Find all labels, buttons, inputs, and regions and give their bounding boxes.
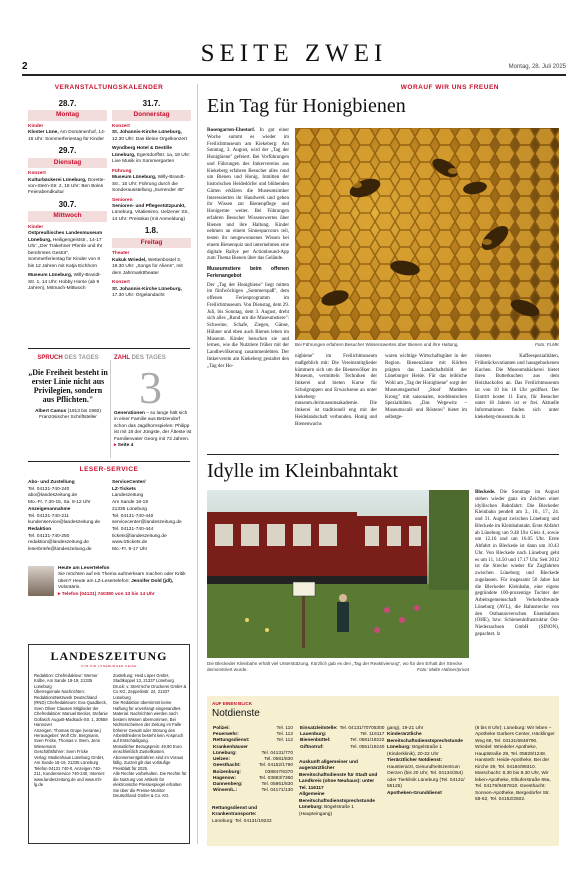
article2-caption: Die Bleckeder Kleinbahn erhält viel Unterstützung. Kürzlich gab es den „Tag der Reaktivierung", wo für den Erhalt der Strecke demonstriert wurde. bbox=[207, 661, 463, 672]
notdienste-title: Notdienste bbox=[212, 707, 260, 719]
kalender-day: 31.7. bbox=[142, 99, 161, 108]
zahl-label-a: ZAHL bbox=[114, 355, 130, 361]
notdienste bbox=[207, 696, 559, 846]
article1-lead: Rosengarten-Ehestorf. bbox=[207, 128, 256, 133]
kalender-event bbox=[112, 280, 191, 299]
impressum-subtitle: FÜR DIE LÜNEBURGER HEIDE bbox=[81, 663, 137, 668]
notdienst-label: Winsen/L.: bbox=[213, 788, 238, 794]
kalender-weekday: Dienstag bbox=[28, 158, 107, 168]
kalender-weekday: Mittwoch bbox=[28, 211, 107, 221]
column-divider bbox=[197, 84, 198, 844]
leser-line: abo@landeszeitung.de bbox=[28, 493, 78, 499]
event-text: Heiligengeiststr., 14-17 Uhr: „Der Trakehner Pferde und Ihr berühmtes Gestüt", Sommerferientag für Kinder von 8 bis 12 Jahren mit Katja Eichhorn bbox=[28, 237, 103, 269]
lesertelefon-name: Jennifer Dold (jdl), bbox=[131, 578, 174, 584]
event-venue: Museum Lüneburg, bbox=[112, 175, 157, 181]
kalender-event bbox=[112, 124, 191, 143]
event-category: Konzert bbox=[112, 123, 130, 129]
event-category: Kinder bbox=[28, 224, 44, 230]
article2-headline: Idylle im Kleinbahntakt bbox=[207, 460, 399, 482]
train-icon bbox=[207, 490, 469, 658]
article2-credit: Foto: Malte Hübner/privat bbox=[417, 666, 469, 672]
notdienste-c3b-title: Tierärztlicher Notdienst: bbox=[387, 758, 443, 764]
leser-left bbox=[28, 480, 108, 554]
notdienst-label: Giftnotruf: bbox=[300, 744, 324, 750]
kalender-col2 bbox=[112, 96, 191, 303]
notdienste-c2c: Bögelstraße 1 (Haupteingang) bbox=[299, 805, 354, 817]
event-category: Führung bbox=[112, 168, 132, 174]
event-venue: Senioren- und Pflegestützpunkt, bbox=[112, 203, 186, 209]
notdienst-label: Polizei: bbox=[213, 726, 230, 731]
zahl-ref: Seite 4 bbox=[117, 443, 134, 449]
notdienst-phone: Tel. 0551/19240 bbox=[350, 744, 385, 750]
notdienste-c1b-title: Rettungsdienst und Krankentransporte: bbox=[212, 806, 258, 818]
spruch-label-a: SPRUCH bbox=[37, 355, 63, 361]
notdienst-label: Lauenburg: bbox=[300, 732, 327, 738]
leser-line: redaktion@landeszeitung.de bbox=[28, 540, 89, 546]
leser-line: Tel. 04131-740-440 bbox=[112, 513, 154, 519]
kalender-day: 30.7. bbox=[58, 199, 77, 209]
kalender-event bbox=[28, 273, 107, 292]
zahl-bold: Generationen bbox=[114, 410, 145, 416]
notdienst-phone: Tel. 112 bbox=[276, 732, 293, 738]
notdienst-phone: Tel. 04131/770 bbox=[261, 750, 293, 756]
notdienst-phone: Tel. 110 bbox=[276, 726, 293, 731]
leser-line: kundenservice@landeszeitung.de bbox=[28, 520, 101, 526]
event-text: Am Domänenhof, 14-16 Uhr: Sommerferientag für Kinder bbox=[28, 130, 106, 142]
notdienste-c2b: Tel. 116117 bbox=[299, 785, 324, 791]
notdienst-phone: Tel. 05861/830 bbox=[261, 782, 293, 788]
article1-caption: Bei Führungen erfahren Besucher Wissenswertes über Bienen und ihre Haltung. bbox=[295, 342, 459, 347]
impressum-col2: Zustellung: Heid Lüper GmbH, Stadtkoppel 13, 21337 Lüneburg Druck: v. Stern'sche Druckerei GmbH & Co KG, Zeppelinstr. 24, 21337 Lüneburg Die Redaktion übernimmt keine Haftung für unverlangt eingesandtes Material. Nachrichten werden nach bestem Wissen übernommen. Bei Nichterscheinen der Zeitung im Falle höherer Gewalt oder Störung des Arbeitsfriedens besteht kein Anspruch auf Entschädigung. Monatlicher Bezugspreis: 49,90 Euro einschließlich Zustellkosten. Abonnementgebühren sind im Voraus fällig. Zurzeit gilt das vorläufige Preisblatt für 2025. Alle Rechte vorbehalten. Die Rechte für die Nutzung von Artikeln für elektronische Pressespiegel erhalten Sie über die Presse-Monitor Deutschland GmbH & Co. KG. bbox=[113, 673, 187, 798]
event-text: 17.30 Uhr: Orgelandacht bbox=[112, 293, 165, 299]
event-venue: Kukuk Wriedel, bbox=[112, 257, 147, 263]
article2-text bbox=[475, 490, 559, 639]
notdienste-c3a: gang), 19-21 Uhr bbox=[387, 726, 424, 731]
lesertelefon-title: Heute am Lesertelefon bbox=[58, 566, 110, 571]
event-category: Konzert bbox=[112, 280, 130, 286]
kalender-event bbox=[112, 169, 191, 195]
article1-col2: nigbiene" im Freilichtmuseum maßgeblich mit: Die Vereinsmitglieder kümmern sich um die Bienenvölker im Museum, vermitteln Techniken der Imkerei und bieten Kurse für Schulgruppen und Erwachsene an unter kiekeberg-museum.de/museumsakademie. Die Imkerei ist traditionell eng mit der Heidelandschaft verbunden. Honig und Bienenwachs bbox=[295, 354, 377, 427]
impressum-col1: Redaktion: Chefredakteur: Werner Kolbe, Am Sande 18-19, 21335 Lüneburg Überregionale Nachrichten: RedaktionsNetzwerk Deutschland (RND) Chefredakteure: Eva Quadbeck, Sven Oliver Clausen Mitglieder der Chefredaktion: Manuel Becker, Stefanie Gollasch August-Madsack-Str. 1, 30559 Hannover Anzeigen: Thomas Grupe (verantw.) Herausgeber: Wolf Chr. Bergmann, Sven Fricke, Thomas v. Stern, Jens Wiesemann Geschäftsführer: Sven Fricke Verlag: Medienhaus Lüneburg GmbH, Am Sande 18-19, 21335 Lüneburg Telefon 04131 740-0, Anzeigen 740-211, Kundenservice 740-240, Internet: www.landeszeitung.de und www.mh-lg.de bbox=[34, 673, 108, 788]
kalender-weekday: Freitag bbox=[112, 238, 191, 248]
leser-line: leserbriefe@landeszeitung.de bbox=[28, 547, 92, 553]
leser-right bbox=[112, 480, 192, 554]
leser-line: Am Sande 18-19 bbox=[112, 500, 149, 506]
notdienste-c1 bbox=[212, 726, 294, 795]
header-rule bbox=[22, 74, 566, 76]
article1-kicker: WORAUF WIR UNS FREUEN bbox=[400, 84, 499, 91]
notdienst-label: Rettungsdienst: bbox=[213, 738, 250, 744]
kalender-event bbox=[112, 251, 191, 277]
kalender-day: 29.7. bbox=[58, 146, 77, 156]
kalender-event bbox=[112, 198, 191, 224]
kalender-event bbox=[28, 124, 107, 143]
kalender-day: 1.8. bbox=[144, 226, 159, 236]
notdienst-label: Geesthacht: bbox=[213, 763, 241, 769]
lesertelefon bbox=[58, 566, 190, 598]
leser-line: Landeszeitung bbox=[112, 493, 144, 499]
notdienst-label: Feuerwehr: bbox=[213, 732, 239, 738]
notdienst-label: Dannenberg: bbox=[213, 782, 243, 788]
notdienst-label: Hagenow: bbox=[213, 775, 236, 781]
leser-line: servicecenter@landeszeitung.de bbox=[112, 520, 182, 526]
leser-line: tickets@landeszeitung.de bbox=[112, 533, 167, 539]
leser-line: Mo.-Fr. 9-17 Uhr bbox=[112, 547, 148, 553]
spruch-divider bbox=[110, 360, 111, 458]
zahl-text: – so lange hält sich in einer Familie aus Betzendorf schon das Jagdhornspielen: Philipp ist mit 18 der Jüngste, der Älteste ist Familienvater Georg mit 73 Jahren. bbox=[114, 410, 192, 442]
notdienst-phone: Tel. 0581/830 bbox=[264, 757, 293, 763]
event-venue: Wyndberg Hotel & Destille Lüneburg, bbox=[112, 146, 172, 158]
notdienst-label: Einsatzleitstelle: bbox=[300, 726, 338, 731]
leser-line: www.lztickets.de bbox=[112, 540, 148, 546]
lesertelefon-avatar bbox=[28, 566, 54, 596]
event-venue: St. Johannis-Kirche Lüneburg, bbox=[112, 130, 182, 136]
event-text: Willy-Brandt-Str., 15 Uhr: Führung durch die Sonderausstellung „Surrender 45" bbox=[112, 175, 186, 194]
notdienst-row bbox=[212, 788, 294, 794]
leser-line: Abo- und Zustellung bbox=[28, 480, 75, 485]
article1-col1-text: In gut einer Woche summt es wieder im Freilichtmuseum am Kiekeberg: Am Sonntag, 3. August, wird der „Tag der Honigbiene" gefeiert. Bei Vorführungen und Führungen des Imkervereins aus Kiekeberg erfahren Besucher alles rund um Bienen und Honig. Inmitten der historischen Heidedörfer und blühenden Gärten erklären die Museumsimker Interessierten ihr Handwerk und geben ihr Wissen zur Bienenpflege und Honigernte weiter. Bei Führungen erfahren Besucher Wissenswertes über Bienen und ihre Haltung. Kinder nehmen an einem Sinnesparcours teil, testen ihr neugewonnenes Wissen bei einem Bienenquiz und unternehmen eine digitale Rallye per Actionbound-App zum Thema Bienen über das Gelände. bbox=[207, 128, 289, 262]
leser-line: Tel. 04131-740-444 bbox=[112, 526, 154, 532]
notdienst-label: Bienenbüttel: bbox=[300, 738, 331, 744]
lesertelefon-phone: ▸ Telefon (04131) 740380 von 13 bis 14 Uhr bbox=[58, 591, 155, 597]
article1-col1b-text: Der „Tag der Honigbiene" liegt mitten im fünfwöchigen „Sommerspaß", dem offenen Ferienprogramm im Freilichtmuseum. Von Dienstag, dem 29. Juli, bis Sonntag, dem 3. August, dreht sich alles „Rund um die Museumstiere": Schweine, Schafe, Ziegen, Gänse, Hühner und eben auch Bienen leben im Museum. Kinder besuchen sie und lernen, wie die Nutztiere früher mit der Landbevölkerung zusammenlebten. Der Imkerverein am Kiekeberg gestaltet den „Tag der Ho- bbox=[207, 282, 289, 369]
leser-line: Redaktion bbox=[28, 526, 52, 532]
article1-col1 bbox=[207, 128, 289, 370]
event-venue: Kulturbäckerei Lüneburg, bbox=[28, 177, 87, 183]
notdienst-label: Lüneburg: bbox=[213, 750, 237, 756]
zahl-number: 3 bbox=[139, 361, 162, 413]
article2-body: Die Sonntage im August stehen wieder ganz im Zeichen einer idyllischen Bahnfahrt: Die Bleckeder Kleinbahn pendelt am 3., 10., 17., 24. und 31. August zwischen Lüneburg und Bleckede im Kleinbahntakt. Erste Abfahrt ab Lüneburg um 9.48 Uhr Gleis 4, sowie um 12.16 und um 16.05 Uhr. Erste Abfahrt in Bleckede ist dann um 10.43 Uhr. Von Bleckede nach Lüneburg geht es um 11, 14.50 und 17.17 Uhr. Seit 2012 ist die Strecke wieder für Zugfahrten zwischen Lüneburg und Bleckede zugelassen. Für insgesamt 50 Jahre hat die Bleckeder Kleinbahn, eine eigens gegründete 100-prozentige Tochter der Arbeitsgemeinschaft Verkehrsfreunde Lüneburg (AVL), die Bahnstrecke von den Osthannoverschen Eisenbahnen (OHE), bzw. Schieneninfrastruktur Ost-Niedersachsen GmbH (SINON), gepachtet. lz bbox=[475, 490, 560, 637]
notdienste-c2 bbox=[299, 726, 385, 751]
kalender-event bbox=[112, 146, 191, 165]
kalender-weekday: Donnerstag bbox=[112, 110, 191, 120]
article1-credit: Foto: FLMK bbox=[535, 342, 559, 347]
event-venue: St. Johannis-Kirche Lüneburg, bbox=[112, 286, 182, 292]
event-category: Senioren bbox=[112, 197, 133, 203]
event-text: Willy-Brandt-Str. 1, 14 Uhr: Hobby Horse (ab 9 Jahren), Mitmach-Mittwoch bbox=[28, 273, 102, 291]
notdienst-phone: Tel. 112 bbox=[276, 738, 293, 744]
notdienste-c3b: Haustierarzt, Gesundheitszentrum Oerzen (bis 20 Uhr, Tel. 04134/354) oder Tierklinik Lüneburg (Tel. 04131/ 55125) bbox=[387, 764, 465, 790]
article1-col3: waren wichtige Wirtschaftsgüter in der Region. Bienenzäune mit Körben prägten das Landschaftsbild der Lüneburger Heide. Für das leibliche Wohl am „Tag der Honigbiene" sorgt der Museumsgasthof „Stoof Mudders Kroog" mit saisonalen, norddeutschen Spezialitäten. „Das Wegewitz – Museumscafé und Rösterei" bietet im selbstge- bbox=[385, 354, 468, 420]
event-text: 12.30 Uhr: Das kleine Orgelkonzert bbox=[112, 136, 187, 142]
article1-rule bbox=[207, 454, 559, 455]
article1-col4: rösteten Kaffeespezialitäten, Frühstücksvarianten und hausgebackenen Kuchen. Die Museumsbäckerei bietet ihren Butterkuchen aus dem Holzbackofen an. Das Freilichtmuseum ist von 10 bis 18 Uhr geöffnet. Der Eintritt kostet 11 Euro, für Besucher unter 18 Jahren ist er frei. Aktuelle Informationen finden sich unter kiekeberg-museum.de. lz bbox=[475, 354, 559, 420]
spruch-quote: „Die Freiheit besteht in erster Linie nicht aus Privilegien, sondern aus Pflichten." bbox=[28, 367, 108, 405]
leser-title: LESER-SERVICE bbox=[79, 466, 139, 473]
notdienste-c1b: Lüneburg: Tel. 04131/19222 bbox=[212, 818, 272, 824]
leser-line: ServiceCenter/ bbox=[112, 480, 146, 485]
notdienste-c3-title: Kinderärztliche Bereitschaftsdienstsprechstunde Lüneburg: bbox=[387, 732, 463, 751]
article1-headline: Ein Tag für Honigbienen bbox=[207, 95, 406, 118]
zahl-box: ZAHL DES TAGES 3 Generationen – so lange hält sich in einer Familie aus Betzendorf schon das Jagdhornspielen: Philipp ist mit 18 der Jüngste, der Älteste ist Familienvater Georg mit 73 Jahren. ▸ Seite 4 bbox=[114, 355, 192, 449]
notdienst-label: Uelzen: bbox=[213, 757, 231, 763]
spruch-years: (1913 bis 1960) bbox=[67, 408, 101, 414]
spruch-author: Albert Camus bbox=[35, 408, 67, 414]
train-photo bbox=[207, 490, 469, 658]
article2-lead: Bleckede. bbox=[475, 490, 496, 495]
article-honigbienen bbox=[207, 84, 559, 454]
kalender-title: VERANSTALTUNGSKALENDER bbox=[54, 84, 164, 91]
spruch-rule bbox=[28, 461, 190, 462]
honeycomb-icon bbox=[295, 128, 559, 340]
notdienste-c3c-title: Apotheken-Grunddienst bbox=[387, 790, 442, 796]
kalender-weekday: Montag bbox=[28, 110, 107, 120]
notdienste-c3: Bögelstraße 1 (Kinderklinik), 20-22 Uhr bbox=[387, 745, 442, 757]
event-text: Dorette-von-Stern-Str. 2, 18 Uhr: Ben Boles Feierabendkultur bbox=[28, 177, 106, 196]
leser-line: LZ-Tickets bbox=[112, 486, 136, 492]
spruch-box bbox=[28, 355, 108, 455]
article1-subhead: Museumstiere beim offenen Ferienangebot bbox=[207, 266, 289, 279]
notdienst-row bbox=[299, 745, 385, 751]
notdienst-phone: Tel. 03883/7360 bbox=[258, 775, 293, 781]
page-title: SEITE ZWEI bbox=[200, 40, 388, 67]
leser-line: Anzeigenannahme bbox=[28, 506, 71, 512]
kalender-day: 28.7. bbox=[58, 99, 77, 108]
impressum bbox=[28, 644, 190, 844]
notdienst-label: Boizenburg: bbox=[213, 769, 241, 775]
page-date: Montag, 28. Juli 2025 bbox=[508, 64, 566, 70]
leser-line: Tel. 04131-740-211 bbox=[28, 513, 69, 519]
event-category: Theater bbox=[112, 251, 130, 257]
notdienste-c2b-title: Auskunft allgemeiner und augenärztlicher Bereitschaftsdienste für Stadt und Landkreis (ohne Neuhaus): unter bbox=[299, 760, 378, 785]
notdienst-phone: 038847/6370 bbox=[264, 769, 293, 775]
event-venue: Museum Lüneburg, bbox=[28, 273, 73, 279]
spruch-role: Französischer Schriftsteller bbox=[39, 414, 97, 420]
lesertelefon-text: Sie möchten auf ein Thema aufmerksam machen oder Kritik üben? Heute am LZ-Lesertelefon: bbox=[58, 572, 186, 584]
zahl-label-b: DES TAGES bbox=[131, 355, 166, 361]
leser-line: Tel. 04131-740-240 bbox=[28, 486, 70, 492]
event-venue: Kloster Lüne, bbox=[28, 130, 59, 136]
article-kleinbahn bbox=[207, 460, 559, 690]
spruch-label-b: DES TAGES bbox=[64, 355, 99, 361]
notdienst-phone: Tel. 116117 bbox=[360, 732, 385, 738]
leser-service bbox=[28, 466, 190, 636]
bee-photo bbox=[295, 128, 559, 340]
event-text: Lüneburg, Vitaliesimo, Uelzener Str., 14 Uhr: Preisskat (mit Anmeldung) bbox=[112, 210, 190, 222]
event-venue: Ostpreußisches Landesmuseum Lüneburg, bbox=[28, 231, 103, 243]
leser-line: Tel. 04131-740-250 bbox=[28, 533, 70, 539]
kalender-event bbox=[28, 171, 107, 197]
notdienst-phone: Tel. 0581/19222 bbox=[350, 738, 385, 744]
notdienst-phone: Tel. 04152/1790 bbox=[258, 763, 293, 769]
kalender bbox=[28, 84, 190, 342]
page-header bbox=[22, 38, 566, 78]
notdienst-phone: Tel. 04171/130 bbox=[261, 788, 293, 794]
notdienst-label: Krankenhäuser bbox=[213, 744, 248, 750]
event-category: Kinder bbox=[28, 123, 44, 129]
notdienst-phone: Tel. 04131/70705300 bbox=[339, 726, 385, 731]
notdienste-label: AUF EINEN BLICK bbox=[212, 701, 253, 706]
kalender-event bbox=[28, 225, 107, 270]
event-category: Konzert bbox=[28, 171, 46, 177]
notdienste-c4: (8 bis 8 Uhr): Lüneburg: Wir leben – Apotheke Garbers Center, Häcklinger Weg 66, Tel. 04131/6848790. Wriedel: Wriedeler Apotheke, Hauptstraße 29, Tel. 05829/1248. Hansteth: Heide-Apotheke, Bei der Kirche 39, Tel. 04184/89310. Marschacht: 8.30 bis 8.30 Uhr, Wir leben-Apotheke, Elbuferstraße 86a, Tel. 04176/9487810. Geesthacht: Sonnen-Apotheke, Bergedorfer Str. 58-62, Tel. 04152/2502. bbox=[475, 726, 555, 803]
leser-line: Mo.-Fr. 7.30-15, Sa. 8-12 Uhr bbox=[28, 500, 91, 506]
impressum-logo: LANDESZEITUNG bbox=[50, 649, 168, 663]
lesertelefon-role: Volontärin. bbox=[58, 585, 81, 591]
event-text: Egersdorffstr. 1a, 18 Uhr: Live Musik im Sommergarten bbox=[112, 152, 191, 165]
kalender-col1 bbox=[28, 96, 107, 295]
page-number: 2 bbox=[22, 61, 28, 72]
notdienste-c2c-title: Allgemeine Bereitschaftsdienstsprechstunde Lüneburg: bbox=[299, 792, 375, 811]
event-text: Wettenbostel 3, 19.30 Uhr: „Songs for Aliens", mit dem Jahrmarkttheater bbox=[112, 257, 183, 276]
kalender-rule bbox=[28, 348, 190, 349]
leser-line: 21335 Lüneburg bbox=[112, 506, 147, 512]
